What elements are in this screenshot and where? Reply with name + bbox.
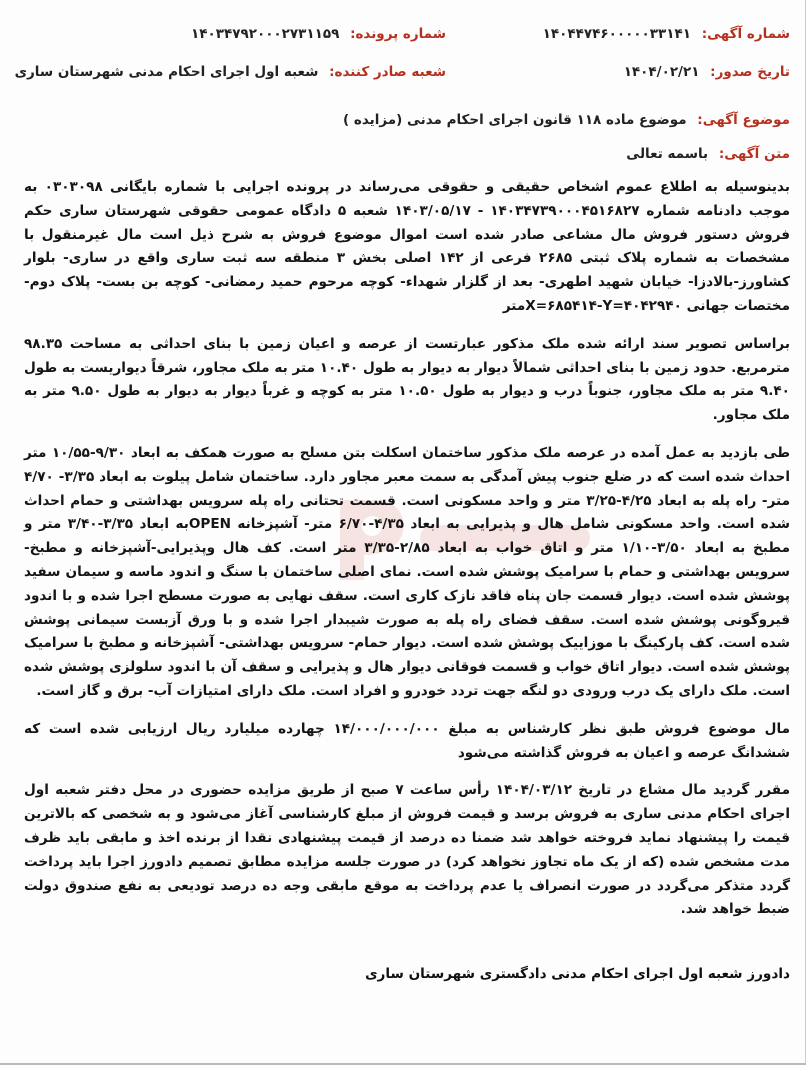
notice-number: [543, 26, 790, 42]
file-number: [191, 26, 446, 42]
issuer-value: شعبه اول اجرای احکام مدنی شهرستان ساری: [14, 64, 319, 80]
signature: دادورز شعبه اول اجرای احکام مدنی دادگستری شهرستان ساری: [365, 966, 790, 983]
issuer-label: شعبه صادر کننده:: [329, 64, 446, 80]
paragraph-auction-terms: مقرر گردید مال مشاع در تاریخ ۱۴۰۴/۰۳/۱۲ رأس ساعت ۷ صبح از طریق مزایده حضوری در محل دفتر شعبه اول اجرای احکام مدنی ساری به فروش برسد و قیمت فروش از مبلغ کارشناسی آغاز می‌شود و به شخصی که بالاترین قیمت را پیشنهاد نماید فروخته خواهد شد ضمنا ده درصد از قیمت پیشنهادی نقدا از برنده اخذ و مابقی باید ظرف مدت مشخص شده (که از یک ماه تجاوز نخواهد کرد) در صورت جلسه مزایده مطابق تصمیم دادورز اجرا باید پرداخت گردد متذکر می‌گردد در صورت انصراف یا عدم پرداخت به موقع مابقی وجه ده درصد تودیعی به نفع صندوق دولت ضبط خواهد شد.: [24, 782, 790, 918]
notice-number-value: ۱۴۰۴۴۷۴۶۰۰۰۰۰۳۳۱۴۱: [542, 26, 691, 42]
file-number-value: ۱۴۰۳۴۷۹۲۰۰۰۲۷۳۱۱۵۹: [191, 26, 340, 42]
subject-row: [24, 112, 790, 128]
meta-row-1: [24, 26, 790, 64]
body-heading: باسمه تعالی: [626, 146, 709, 162]
paragraph-valuation: مال موضوع فروش طبق نظر کارشناس به مبلغ ۱۴/۰۰۰/۰۰۰/۰۰۰ چهارده میلیارد ریال ارزیابی شده است که ششدانگ عرصه و اعیان به فروش گذاشته می‌شود: [24, 720, 790, 761]
subject-label: موضوع آگهی:: [697, 112, 790, 128]
paragraph-inspection: طی بازدید به عمل آمده در عرصه ملک مذکور ساختمان اسکلت بتن مسلح به صورت همکف به ابعاد ۹/۳۰-۱۰/۵۵ متر احداث شده است که در ضلع جنوب پیش آمدگی به سمت معبر مجاور دارد. ساختمان شامل پیلوت به ابعاد ۳/۳۵- ۴/۷۰ متر- راه پله به ابعاد ۴/۲۵-۳/۲۵ متر و واحد مسکونی است. قسمت تحتانی راه پله سرویس بهداشتی و حمام احداث شده است. واحد مسکونی شامل هال و پذیرایی به ابعاد ۴/۳۵-۶/۷۰ متر- آشپزخانه OPENبه ابعاد ۳/۳۵-۳/۴۰ متر و مطبخ به ابعاد ۳/۵۰-۱/۱۰ متر و اتاق خواب به ابعاد ۲/۸۵-۳/۳۵ متر است. کف هال وپذیرایی-آشپزخانه و مطبخ- سرویس بهداشتی و حمام با سرامیک پوشش شده است. نمای اصلی ساختمان با سنگ و اندود ماسه و سیمان سفید پوشش شده است. دیوار قسمت جان پناه فاقد نازک کاری است. سقف نهایی به صورت مسطح اجرا شده و با اندود قیروگونی پوشش شده است. سقف فضای راه پله به صورت شیبدار اجرا شده و با ورق آزبست سیمانی پوشش شده است. کف پارکینگ با موزاییک پوشش شده است. دیوار حمام- سرویس بهداشتی- آشپزخانه و مطبخ با سرامیک پوشش شده است. دیوار اتاق خواب و قسمت فوقانی دیوار هال و پذیرایی و سقف آن با اندود سلولزی پوشش شده است. ملک دارای یک درب ورودی دو لنگه جهت تردد خودرو و افراد است. ملک دارای امتیازات آب- برق و گاز است.: [24, 444, 791, 699]
notice-number-label: شماره آگهی:: [701, 26, 790, 42]
body-label-row: [24, 146, 790, 162]
paragraph-intro: بدینوسیله به اطلاع عموم اشخاص حقیقی و حقوقی می‌رساند در پرونده اجرایی با شماره بایگانی ۰۳۰۳۰۹۸ به موجب دادنامه شماره ۱۴۰۳۴۷۳۹۰۰۰۴۵۱۶۸۲۷ - ۱۴۰۳/۰۵/۱۷ شعبه ۵ دادگاه عمومی حقوقی شهرستان ساری حکم فروش دستور فروش مال مشاعی صادر شده است اموال موضوع فروش به شرح ذیل است مال غیرمنقول با مشخصات به شماره پلاک ثبتی ۲۶۸۵ فرعی از ۱۴۲ اصلی بخش ۳ منطقه سه ثبت ساری واقع در ساری- بلوار کشاورز-بالادزا- خیابان شهید اطهری- بعد از گلزار شهداء- کوچه مرحوم حمید رمضانی- کوچه بن بست- پلاک دوم- مختصات جهانی X=۶۸۵۴۱۴-Y=۴۰۴۲۹۴۰متر: [24, 179, 790, 314]
body-label: متن آگهی:: [718, 146, 790, 162]
issue-date-value: ۱۴۰۴/۰۲/۲۱: [623, 64, 700, 80]
file-number-label: شماره پرونده:: [350, 26, 446, 42]
issue-date: [624, 64, 790, 80]
issuer: [15, 64, 446, 80]
meta-row-2: [14, 64, 790, 102]
notice-document: [14, 26, 791, 983]
issue-date-label: تاریخ صدور:: [710, 64, 790, 80]
subject-value: موضوع ماده ۱۱۸ قانون اجرای احکام مدنی (مزایده ): [343, 112, 687, 128]
paragraph-property-boundaries: براساس تصویر سند ارائه شده ملک مذکور عبارتست از عرصه و اعیان زمین با بنای احداثی به مساحت ۹۸.۳۵ مترمربع. حدود زمین با بنای احداثی شمالاً دیوار به دیوار به طول ۱۰.۴۰ متر به ملک مجاور، شرقاً دیواریست به طول ۹.۴۰ متر به ملک مجاور، جنوباً درب و دیوار به طول ۱۰.۵۰ متر به کوچه و غرباً دیوار به دیوار به طول ۹.۵۰ متر به ملک مجاور.: [24, 335, 790, 424]
